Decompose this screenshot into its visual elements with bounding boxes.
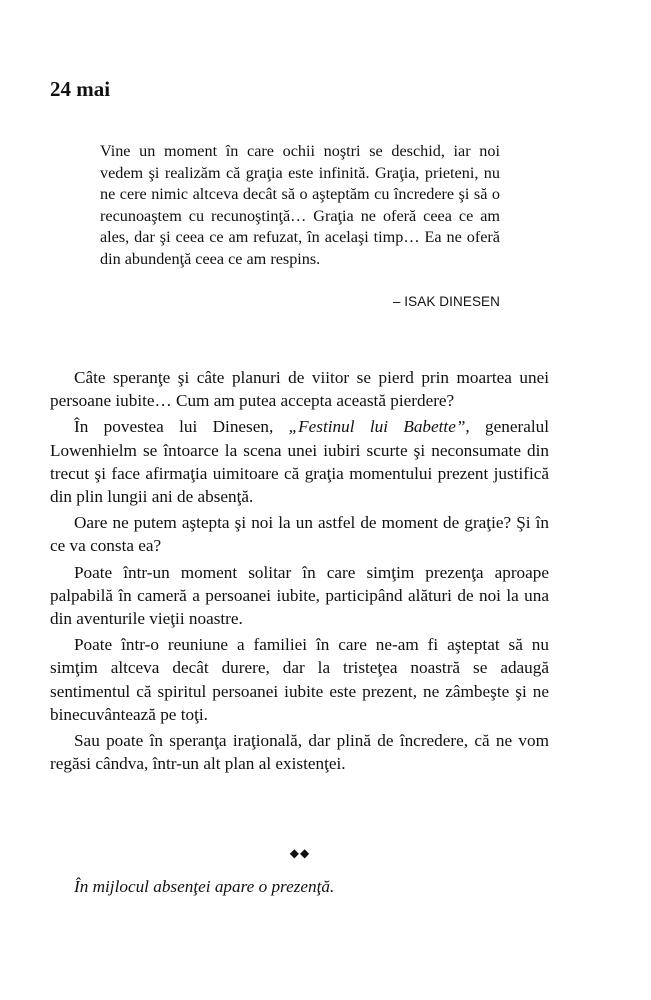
- body-paragraph-6: Sau poate în speranţa iraţională, dar plină de încredere, că ne vom regăsi cândva, într-un alt plan al existenţei.: [50, 731, 549, 774]
- body-paragraph-4: Poate într-un moment solitar în care simţim prezenţa aproape palpabilă în cameră a persoanei iubite, participând alături de noi la una din aventurile vieţii noastre.: [50, 562, 549, 629]
- closing-thought: În mijlocul absenţei apare o prezenţă.: [74, 877, 335, 896]
- body-paragraph-2-rest: , generalul Lowenhielm se întoarce la scena unei iubiri scurte şi neconsumate din trecut şi face afirmaţia uimitoare că graţia momentului prezent justifică din plin lungii ani de absenţă.: [50, 417, 549, 507]
- story-title: „Festinul lui Babette”: [288, 417, 466, 437]
- page-date-heading: 24 mai: [50, 77, 111, 101]
- diamond-ornament-icon: ◆◆: [289, 846, 311, 860]
- epigraph-author: – ISAK DINESEN: [392, 294, 500, 309]
- body-paragraph-3: Oare ne putem aştepta şi noi la un astfel de moment de graţie? Şi în ce va consta ea?: [50, 513, 549, 556]
- body-paragraph-5: Poate într-o reuniune a familiei în care ne-am fi aşteptat să nu simţim altceva decât durere, dar la tristeţea noastră se adaugă sentimentul că spiritul persoanei iubite este prezent, ne zâmbeşte şi ne binecuvântează pe toţi.: [50, 635, 549, 724]
- epigraph-quote: Vine un moment în care ochii noştri se deschid, iar noi vedem şi realizăm că graţia este infinită. Graţia, prieteni, nu ne cere nimic altceva decât să o aşteptăm cu încredere şi să o recunoaştem cu recunoştinţă… Graţia ne oferă ceea ce am ales, dar şi ceea ce am refuzat, în acelaşi timp… Ea ne oferă din abundenţă ceea ce am respins.: [100, 142, 500, 268]
- body-paragraph-1: Câte speranţe şi câte planuri de viitor se pierd prin moartea unei persoane iubite… Cum am putea accepta această pierdere?: [50, 368, 549, 411]
- body-text: [50, 366, 549, 778]
- body-paragraph-2-intro: În povestea lui Dinesen,: [74, 417, 289, 437]
- body-paragraph-2: [50, 415, 549, 508]
